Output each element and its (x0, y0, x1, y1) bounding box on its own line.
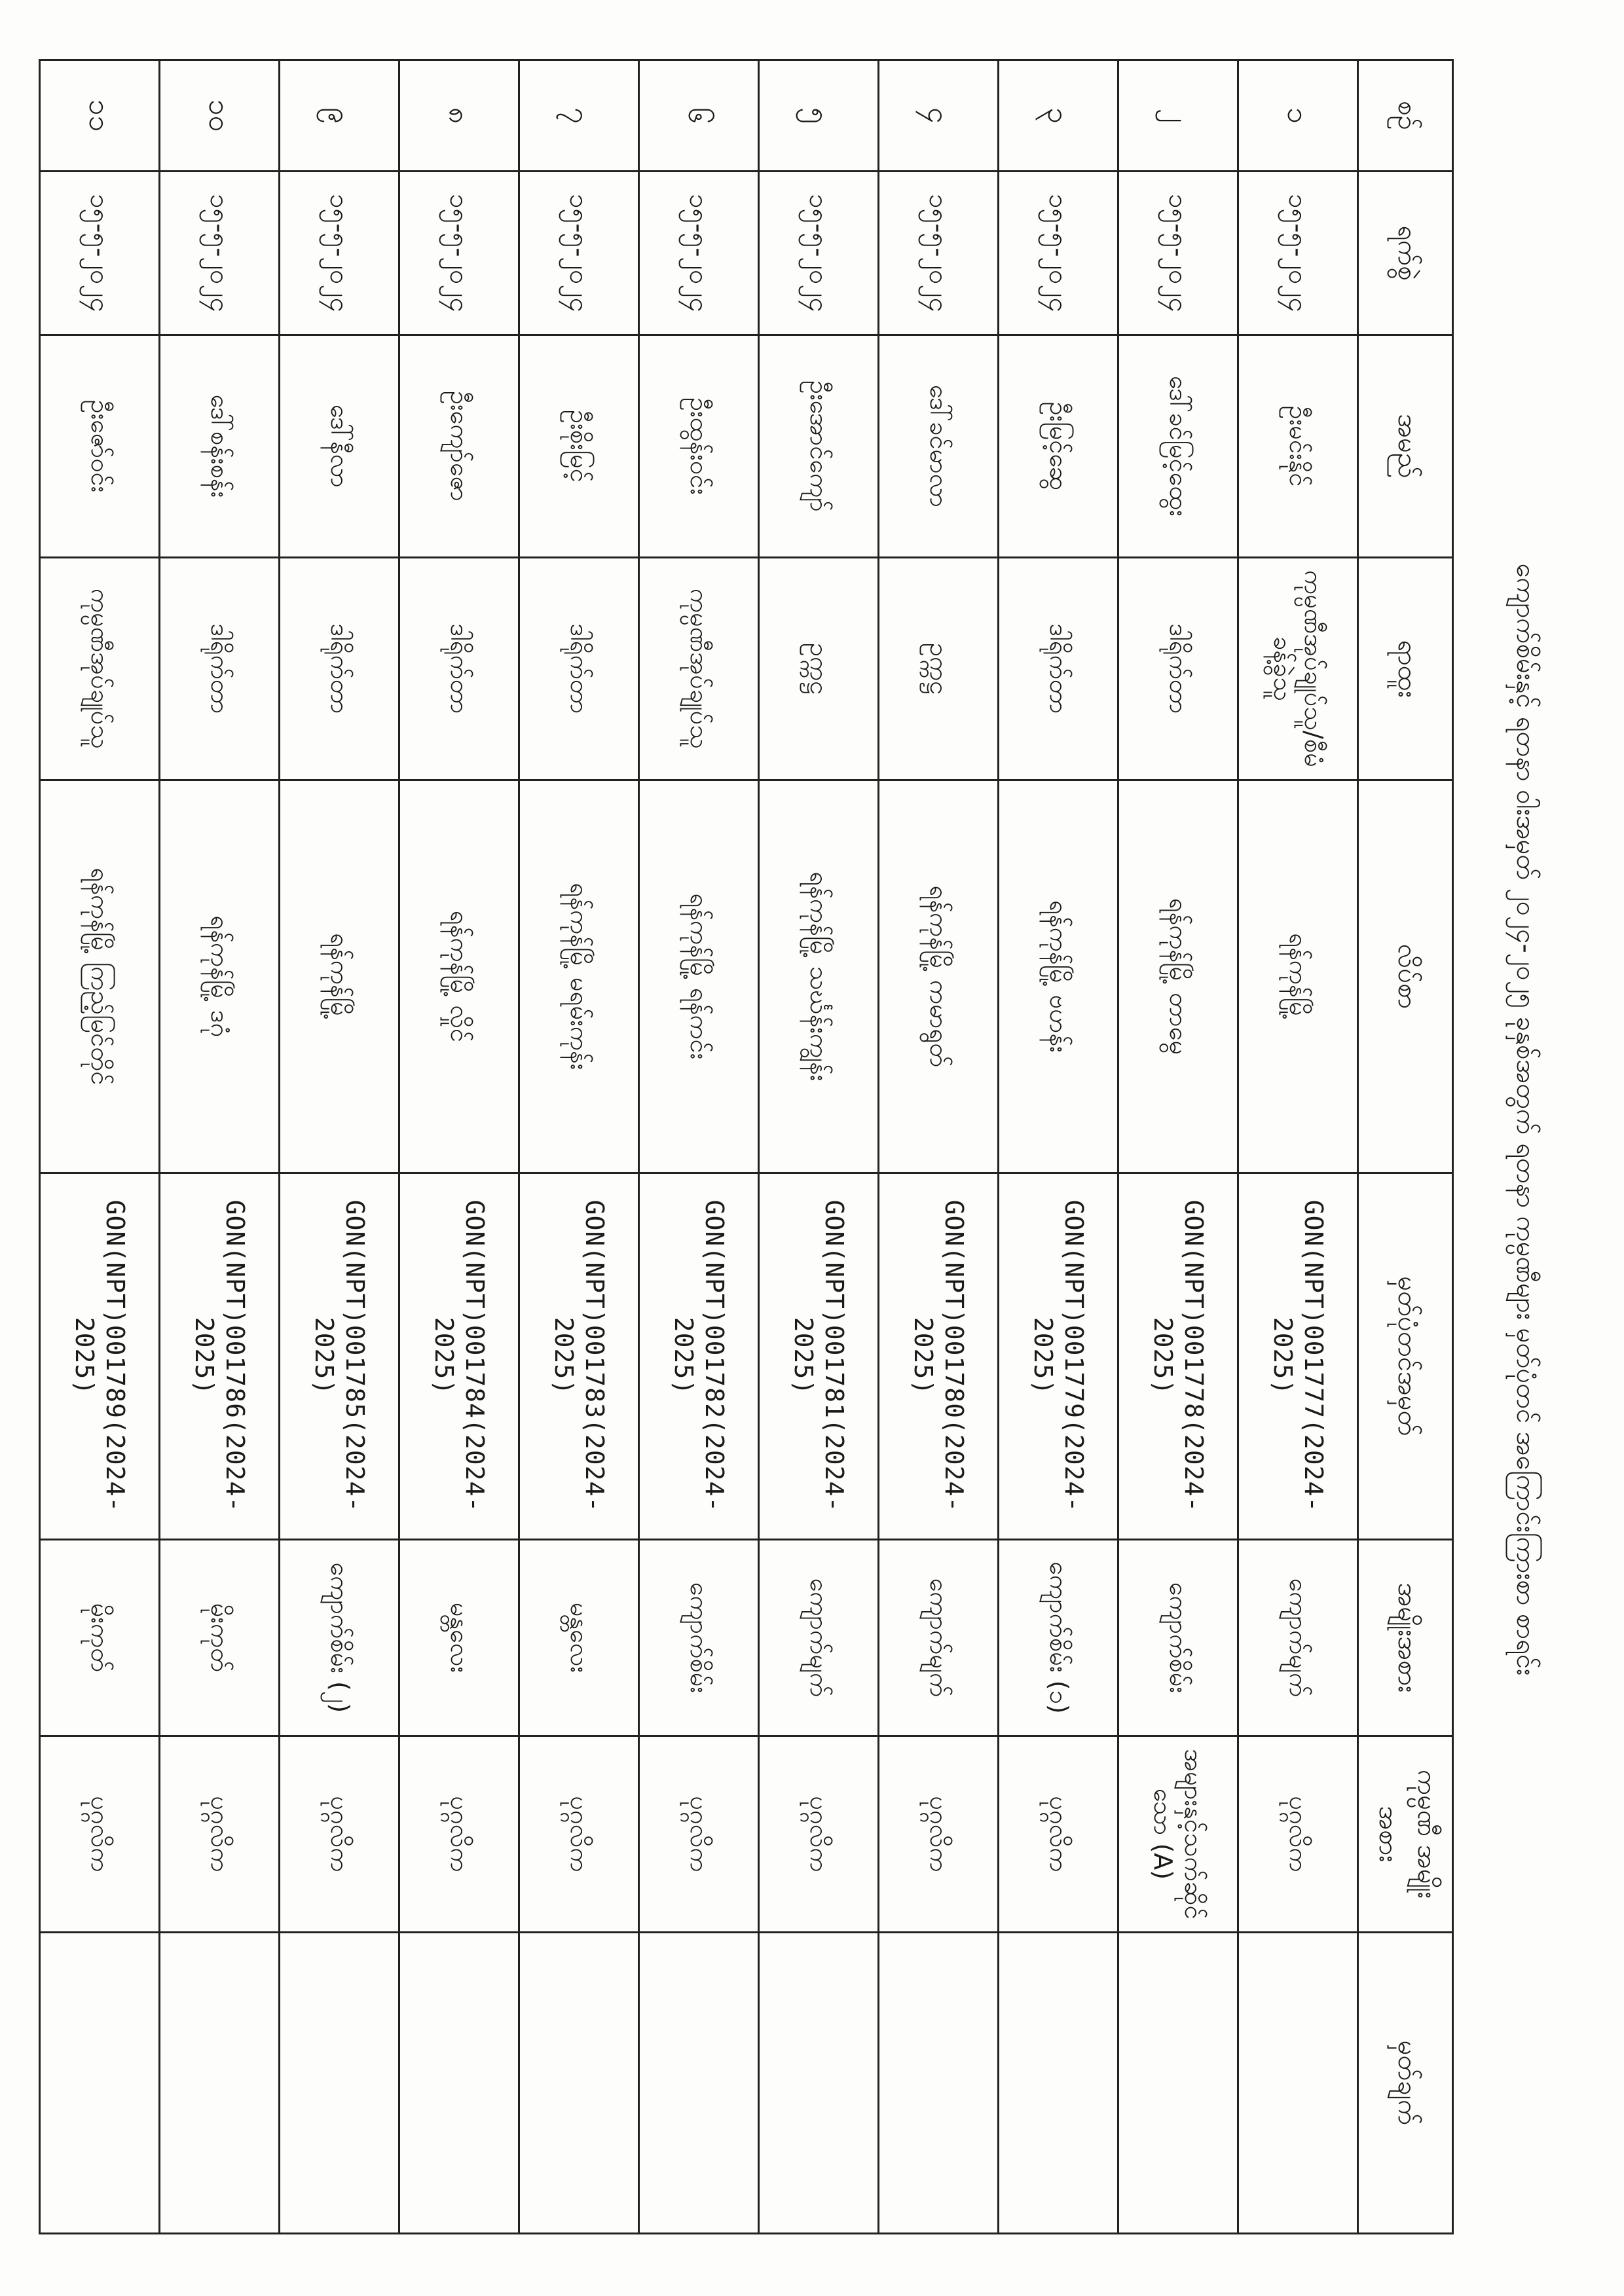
cell-date: ၁၅-၅-၂၀၂၄ (519, 172, 639, 335)
cell-reg-no: GON(NPT)001781(2024-2025) (759, 1173, 879, 1540)
cell-name: ဦးအောင်ကျော် (759, 335, 879, 558)
cell-type: ကျောက်စိမ်း (၁) (999, 1540, 1118, 1736)
cell-reg-no: GON(NPT)001789(2024-2025) (40, 1173, 160, 1540)
rotated-table-sheet (65, 59, 1545, 2285)
cell-address: ရန်ကုန်မြို့ ဒဂုံ (160, 780, 280, 1173)
cell-company-type: ပုဂ္ဂလိက (519, 1736, 639, 1933)
cell-remark (519, 1933, 639, 2234)
cell-date: ၁၅-၅-၂၀၂၄ (759, 172, 879, 335)
cell-remark (999, 1933, 1118, 2234)
cell-no: ၂ (1118, 60, 1238, 172)
cell-name: ဒေါ်ခင်မာလာ (879, 335, 999, 558)
cell-type: မန္တလေး (519, 1540, 639, 1736)
cell-company-type: ပုဂ္ဂလိက (40, 1736, 160, 1933)
cell-remark (1118, 1933, 1238, 2234)
cell-no: ၅ (759, 60, 879, 172)
col-header-company-type: ကုမ္ပဏီ အမျိုးအစား (1358, 1736, 1453, 1933)
cell-name: ဦးထွန်းဝင်း (639, 335, 759, 558)
table-row (160, 60, 280, 2234)
col-header-name: အမည် (1358, 335, 1453, 558)
cell-type: မိုးကုတ် (160, 1540, 280, 1736)
table-row (399, 60, 519, 2234)
cell-date: ၁၅-၅-၂၀၂၄ (999, 172, 1118, 335)
cell-type: မန္တလေး (399, 1540, 519, 1736)
cell-date: ၁၅-၅-၂၀၂၄ (399, 172, 519, 335)
cell-reg-no: GON(NPT)001783(2024-2025) (519, 1173, 639, 1540)
cell-post: ဥက္ကဋ္ဌ (759, 558, 879, 780)
cell-date: ၁၅-၅-၂၀၂၄ (879, 172, 999, 335)
cell-type: ကျောက်မျက် (759, 1540, 879, 1736)
cell-company-type: အများနှင့်သက်ဆိုင်သော (A) (1118, 1736, 1238, 1933)
cell-reg-no: GON(NPT)001777(2024-2025) (1238, 1173, 1358, 1540)
cell-post: ကုမ္ပဏီအုပ်ချုပ်သူ (639, 558, 759, 780)
col-header-reg-no: မှတ်ပုံတင်အမှတ် (1358, 1173, 1453, 1540)
cell-name: ဦးမြင့်ဆွေ (999, 335, 1118, 558)
cell-type: ကျောက်စိမ်း (၂) (280, 1540, 399, 1736)
cell-address: ရန်ကုန်မြို့ တာမွေ (1118, 780, 1238, 1173)
cell-reg-no: GON(NPT)001780(2024-2025) (879, 1173, 999, 1540)
table-row (879, 60, 999, 2234)
cell-no: ၃ (999, 60, 1118, 172)
cell-no: ၆ (639, 60, 759, 172)
cell-no: ၇ (519, 60, 639, 172)
cell-reg-no: GON(NPT)001786(2024-2025) (160, 1173, 280, 1540)
table-header-row (1358, 60, 1453, 2234)
cell-post: ဒါရိုက်တာ (280, 558, 399, 780)
cell-company-type: ပုဂ္ဂလိက (160, 1736, 280, 1933)
cell-name: ဒေါ်ခင်မြင့်ထွေး (1118, 335, 1238, 558)
table-row (999, 60, 1118, 2234)
cell-type: ကျောက်မျက် (1238, 1540, 1358, 1736)
cell-name: ဒေါ်စန်းစန်း (160, 335, 280, 558)
col-header-address: လိပ်စာ (1358, 780, 1453, 1173)
table-row (759, 60, 879, 2234)
cell-remark (759, 1933, 879, 2234)
cell-name: ဦးဇော်ဝင်း (40, 335, 160, 558)
table-row (1238, 60, 1358, 2234)
cell-address: ရန်ကုန်မြို့ (280, 780, 399, 1173)
cell-company-type: ပုဂ္ဂလိက (879, 1736, 999, 1933)
table-row (280, 60, 399, 2234)
cell-post: ကုမ္ပဏီအုပ်ချုပ်သူ (40, 558, 160, 780)
cell-address: ရန်ကုန်မြို့ ရန်ကင်း (639, 780, 759, 1173)
cell-remark (40, 1933, 160, 2234)
cell-date: ၁၅-၅-၂၀၂၄ (160, 172, 280, 335)
cell-remark (639, 1933, 759, 2234)
col-header-no: စဉ် (1358, 60, 1453, 172)
cell-company-type: ပုဂ္ဂလိက (759, 1736, 879, 1933)
cell-reg-no: GON(NPT)001779(2024-2025) (999, 1173, 1118, 1540)
cell-company-type: ပုဂ္ဂလိက (639, 1736, 759, 1933)
col-header-post: ရာထူး (1358, 558, 1453, 780)
registration-table (39, 59, 1454, 2234)
cell-remark (399, 1933, 519, 2234)
cell-type: ကျောက်မျက် (879, 1540, 999, 1736)
col-header-remark: မှတ်ချက် (1358, 1933, 1453, 2234)
cell-address: ရန်ကုန်မြို့ ကြည့်မြင်တိုင် (40, 780, 160, 1173)
cell-address: ရန်ကုန်မြို့ ကမာရွတ် (879, 780, 999, 1173)
cell-reg-no: GON(NPT)001785(2024-2025) (280, 1173, 399, 1540)
cell-company-type: ပုဂ္ဂလိက (1238, 1736, 1358, 1933)
cell-address: ရန်ကုန်မြို့ မရမ်းကုန်း (519, 780, 639, 1173)
cell-post: ဒါရိုက်တာ (160, 558, 280, 780)
cell-date: ၁၅-၅-၂၀၂၄ (1118, 172, 1238, 335)
cell-address: ရန်ကုန်မြို့ လှိုင် (399, 780, 519, 1173)
col-header-type: အမျိုးအစား (1358, 1540, 1453, 1736)
cell-post: ဥက္ကဋ္ဌ (879, 558, 999, 780)
cell-reg-no: GON(NPT)001782(2024-2025) (639, 1173, 759, 1540)
cell-remark (280, 1933, 399, 2234)
cell-name: ဒေါ်နီလာ (280, 335, 399, 558)
cell-no: ၄ (879, 60, 999, 172)
cell-no: ၈ (399, 60, 519, 172)
cell-date: ၁၅-၅-၂၀၂၄ (639, 172, 759, 335)
cell-remark (879, 1933, 999, 2234)
cell-company-type: ပုဂ္ဂလိက (999, 1736, 1118, 1933)
cell-company-type: ပုဂ္ဂလိက (399, 1736, 519, 1933)
table-body (40, 60, 1358, 2234)
cell-date: ၁၅-၅-၂၀၂၄ (40, 172, 160, 335)
cell-post: ဒါရိုက်တာ (399, 558, 519, 780)
cell-post: ဒါရိုက်တာ (1118, 558, 1238, 780)
cell-type: ကျောက်စိမ်း (1118, 1540, 1238, 1736)
cell-address: ရန်ကုန်မြို့ သင်္ဃန်းကျွန်း (759, 780, 879, 1173)
cell-date: ၁၅-၅-၂၀၂၄ (280, 172, 399, 335)
cell-remark (1238, 1933, 1358, 2234)
cell-address: ရန်ကုန်မြို့ ဗဟန်း (999, 780, 1118, 1173)
col-header-date: ရက်စွဲ (1358, 172, 1453, 335)
cell-post: ကုမ္ပဏီအုပ်ချုပ်သူ/စီမံခန့်ခွဲသူ (1238, 558, 1358, 780)
cell-reg-no: GON(NPT)001778(2024-2025) (1118, 1173, 1238, 1540)
cell-type: မိုးကုတ် (40, 1540, 160, 1736)
cell-no: ၁၁ (40, 60, 160, 172)
table-row (40, 60, 160, 2234)
document-title: ကျောက်စိမ်းနှင့် ရတနာ ဝါးအမှတ် ၂၀၂၄-၂၀၂၅ ခုနှစ်အတွက် ရတနာ ကုမ္ပဏီများ မှတ်ပုံတင် အကြောင်းကြားစာ စာရင်း (1511, 563, 1541, 1676)
cell-no: ၉ (280, 60, 399, 172)
cell-name: ဦးစိုးမြင့် (519, 335, 639, 558)
cell-no: ၁၀ (160, 60, 280, 172)
cell-post: ဒါရိုက်တာ (999, 558, 1118, 780)
cell-reg-no: GON(NPT)001784(2024-2025) (399, 1173, 519, 1540)
cell-address: ရန်ကုန်မြို့ (1238, 780, 1358, 1173)
cell-no: ၁ (1238, 60, 1358, 172)
cell-remark (160, 1933, 280, 2234)
cell-company-type: ပုဂ္ဂလိက (280, 1736, 399, 1933)
cell-type: ကျောက်စိမ်း (639, 1540, 759, 1736)
cell-name: ဦးမင်းနိုင် (1238, 335, 1358, 558)
table-row (639, 60, 759, 2234)
cell-name: ဦးကျော်ဇော (399, 335, 519, 558)
cell-date: ၁၅-၅-၂၀၂၄ (1238, 172, 1358, 335)
table-row (1118, 60, 1238, 2234)
table-row (519, 60, 639, 2234)
cell-post: ဒါရိုက်တာ (519, 558, 639, 780)
